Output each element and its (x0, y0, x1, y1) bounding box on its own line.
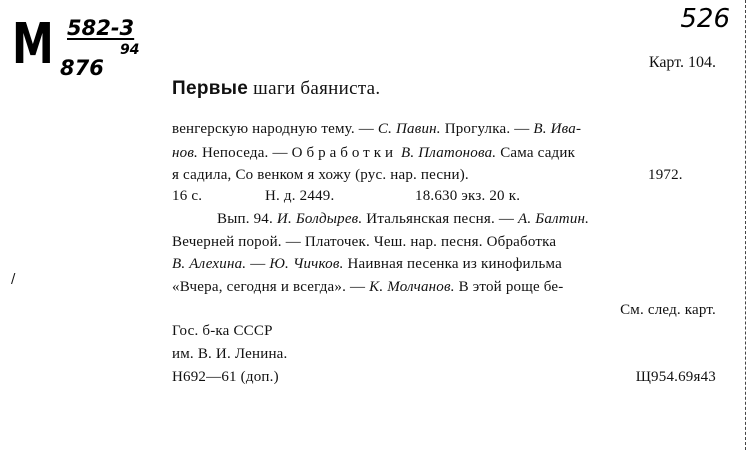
body-line-2 (172, 145, 575, 162)
text-segment: — (246, 256, 270, 272)
handwritten-letter: М (12, 12, 53, 77)
copies-and-price: 18.630 экз. 20 к. (415, 188, 521, 204)
margin-tick-mark: / (11, 272, 16, 287)
author-name: нов. (172, 145, 199, 161)
card-title (172, 78, 380, 100)
author-name: В. Платонова. (397, 145, 497, 161)
text-segment: Итальянская песня. — (362, 211, 519, 227)
text-segment: Прогулка. — (440, 121, 534, 137)
library-name-line-2: им. В. И. Ленина. (172, 346, 288, 362)
issue-number: Вып. 94. (217, 211, 277, 227)
card-edge (745, 0, 748, 450)
author-name: В. Алехина. (172, 256, 247, 272)
author-name: А. Балтин. (518, 211, 590, 227)
text-segment: Наивная песенка из кинофильма (343, 256, 562, 272)
publication-year: 1972. (648, 167, 683, 183)
text-segment: венгерскую народную тему. — (172, 121, 378, 137)
author-name: И. Болдырев. (276, 211, 363, 227)
title-rest: шаги баяниста. (248, 78, 381, 99)
body-line-8 (172, 279, 563, 296)
body-line-7 (172, 256, 562, 273)
library-record-number: Н692—61 (доп.) (172, 369, 279, 385)
text-segment: Непоседа. — (198, 145, 292, 161)
library-name-line-1: Гос. б-ка СССР (172, 323, 273, 339)
body-line-1 (172, 121, 581, 138)
handwritten-page-number: 526 (680, 4, 730, 34)
card-number: Карт. 104. (648, 54, 716, 71)
body-line-5 (217, 211, 589, 228)
classification-code: Щ954.69я43 (635, 369, 716, 385)
body-line-6: Вечерней порой. — Платочек. Чеш. нар. песня. Обработка (172, 234, 557, 250)
handwritten-shelf-number: 582-3 (67, 16, 135, 40)
spaced-heading: Обработки (291, 145, 398, 161)
page-count: 16 с. (172, 188, 203, 204)
order-number: Н. д. 2449. (265, 188, 335, 204)
text-segment: «Вчера, сегодня и всегда». — (172, 279, 370, 295)
body-line-3: я садила, Со венком я хожу (рус. нар. песни). (172, 167, 469, 183)
see-next-card: См. след. карт. (620, 302, 716, 318)
author-name: С. Павин. (377, 121, 441, 137)
title-bold-word: Первые (172, 78, 249, 99)
author-name: В. Ива- (533, 121, 582, 137)
text-segment: В этой роще бе- (454, 279, 564, 295)
handwritten-call-number: 876 (60, 56, 104, 80)
handwritten-superscript: 94 (120, 42, 140, 58)
author-name: К. Молчанов. (369, 279, 455, 295)
text-segment: Сама садик (496, 145, 576, 161)
author-name: Ю. Чичков. (269, 256, 344, 272)
